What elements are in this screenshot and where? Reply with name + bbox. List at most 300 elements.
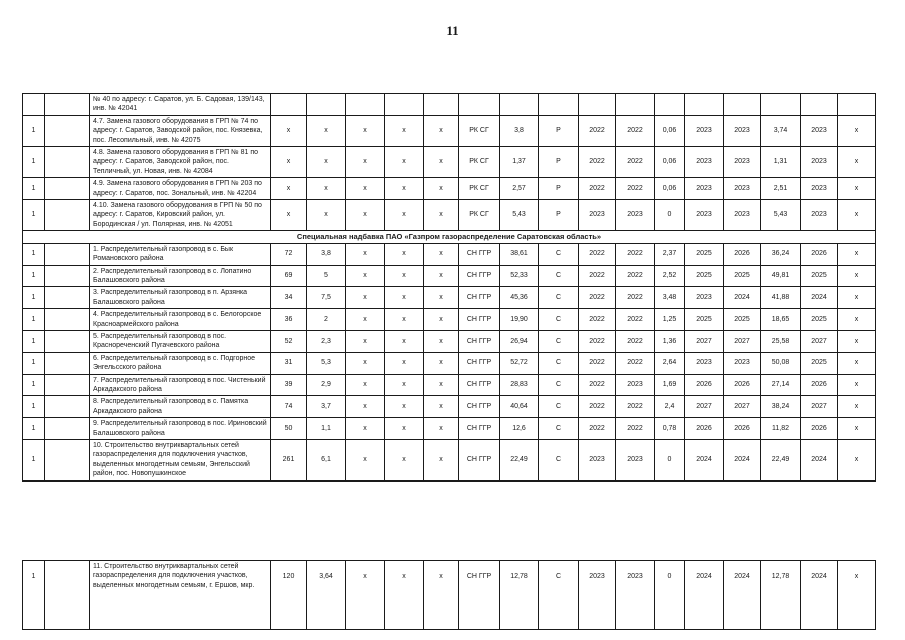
value-cell xyxy=(385,94,424,116)
value-cell: x xyxy=(424,561,459,630)
value-cell: x xyxy=(346,330,385,352)
value-cell: x xyxy=(385,309,424,331)
table-row xyxy=(23,200,876,231)
value-cell: 2 xyxy=(307,309,346,331)
value-cell xyxy=(655,94,685,116)
value-cell: 1 xyxy=(23,374,45,396)
table-row xyxy=(23,330,876,352)
value-cell: 5,3 xyxy=(307,352,346,374)
project-description-cell: 4.7. Замена газового оборудования в ГРП № 74 по адресу: г. Саратов, Заводской район, пос. Князевка, пос. Лесопильный, инв. № 42075 xyxy=(90,115,271,146)
value-cell: 2,37 xyxy=(655,243,685,265)
value-cell: 1 xyxy=(23,287,45,309)
value-cell: 2022 xyxy=(616,330,655,352)
value-cell: 18,65 xyxy=(761,309,801,331)
value-cell: СН ГГР xyxy=(459,374,500,396)
value-cell: Р xyxy=(539,147,579,178)
project-description-cell: 6. Распределительный газопровод в с. Подгорное Энгельсского района xyxy=(90,352,271,374)
value-cell xyxy=(424,94,459,116)
value-cell: 120 xyxy=(271,561,307,630)
value-cell: 0,78 xyxy=(655,418,685,440)
value-cell: x xyxy=(424,147,459,178)
value-cell xyxy=(346,94,385,116)
value-cell: x xyxy=(307,115,346,146)
value-cell: 2026 xyxy=(801,418,838,440)
value-cell: x xyxy=(385,147,424,178)
value-cell: x xyxy=(385,200,424,231)
project-description-cell: 4.8. Замена газового оборудования в ГРП № 81 по адресу: г. Саратов, Заводской район, пос. Тепличный, ул. Новая, инв. № 42084 xyxy=(90,147,271,178)
table-body-top xyxy=(23,94,876,231)
value-cell: x xyxy=(385,287,424,309)
value-cell: 0,06 xyxy=(655,178,685,200)
value-cell: 2025 xyxy=(685,243,724,265)
value-cell: x xyxy=(346,396,385,418)
value-cell: 2022 xyxy=(579,352,616,374)
value-cell: x xyxy=(838,178,876,200)
table-row xyxy=(23,309,876,331)
value-cell: x xyxy=(838,309,876,331)
table-section-header-body xyxy=(23,231,876,243)
value-cell: 2022 xyxy=(579,178,616,200)
value-cell: x xyxy=(385,440,424,481)
value-cell: 2024 xyxy=(724,440,761,481)
value-cell: 1 xyxy=(23,178,45,200)
value-cell: x xyxy=(385,178,424,200)
value-cell: x xyxy=(838,287,876,309)
value-cell: x xyxy=(424,396,459,418)
value-cell: 2,9 xyxy=(307,374,346,396)
value-cell: С xyxy=(539,352,579,374)
value-cell: 2026 xyxy=(685,418,724,440)
value-cell: x xyxy=(424,352,459,374)
value-cell: 2024 xyxy=(801,561,838,630)
value-cell: x xyxy=(346,200,385,231)
value-cell: x xyxy=(307,147,346,178)
value-cell xyxy=(616,94,655,116)
value-cell: 2026 xyxy=(724,418,761,440)
value-cell: СН ГГР xyxy=(459,418,500,440)
value-cell: x xyxy=(385,330,424,352)
value-cell: 2023 xyxy=(724,115,761,146)
value-cell: 36 xyxy=(271,309,307,331)
value-cell xyxy=(45,440,90,481)
value-cell: x xyxy=(424,330,459,352)
value-cell: 5 xyxy=(307,265,346,287)
value-cell: 2024 xyxy=(801,287,838,309)
value-cell: 2024 xyxy=(801,440,838,481)
value-cell: 2022 xyxy=(579,147,616,178)
value-cell: 2023 xyxy=(579,561,616,630)
value-cell: 2022 xyxy=(579,309,616,331)
value-cell: x xyxy=(838,418,876,440)
value-cell: x xyxy=(307,200,346,231)
value-cell xyxy=(307,94,346,116)
value-cell: 1 xyxy=(23,352,45,374)
value-cell: 2022 xyxy=(579,287,616,309)
value-cell: 0 xyxy=(655,561,685,630)
value-cell xyxy=(724,94,761,116)
value-cell: x xyxy=(424,287,459,309)
value-cell: 1 xyxy=(23,200,45,231)
value-cell: 74 xyxy=(271,396,307,418)
value-cell: 1 xyxy=(23,330,45,352)
value-cell: С xyxy=(539,561,579,630)
value-cell xyxy=(45,178,90,200)
value-cell: 2023 xyxy=(724,352,761,374)
value-cell: 40,64 xyxy=(500,396,539,418)
value-cell: x xyxy=(424,418,459,440)
value-cell: x xyxy=(838,330,876,352)
value-cell xyxy=(45,352,90,374)
value-cell: 22,49 xyxy=(761,440,801,481)
value-cell: 1 xyxy=(23,440,45,481)
value-cell: 0,06 xyxy=(655,115,685,146)
value-cell: x xyxy=(838,396,876,418)
value-cell: СН ГГР xyxy=(459,561,500,630)
investment-program-table xyxy=(22,93,876,482)
section-header-row xyxy=(23,231,876,243)
value-cell: x xyxy=(346,374,385,396)
value-cell: 69 xyxy=(271,265,307,287)
value-cell: С xyxy=(539,396,579,418)
value-cell: 3,64 xyxy=(307,561,346,630)
value-cell: Р xyxy=(539,200,579,231)
value-cell: 2023 xyxy=(616,561,655,630)
value-cell: x xyxy=(424,440,459,481)
value-cell: x xyxy=(346,147,385,178)
value-cell: 1,36 xyxy=(655,330,685,352)
value-cell xyxy=(45,243,90,265)
table-row xyxy=(23,178,876,200)
table-row xyxy=(23,243,876,265)
value-cell xyxy=(459,94,500,116)
value-cell: СН ГГР xyxy=(459,287,500,309)
value-cell: 45,36 xyxy=(500,287,539,309)
value-cell: 2022 xyxy=(616,243,655,265)
table-body-section xyxy=(23,243,876,480)
value-cell: 25,58 xyxy=(761,330,801,352)
value-cell: 2022 xyxy=(579,330,616,352)
value-cell: 2022 xyxy=(616,396,655,418)
value-cell: 12,78 xyxy=(500,561,539,630)
value-cell: 2,3 xyxy=(307,330,346,352)
value-cell: 1 xyxy=(23,309,45,331)
value-cell xyxy=(500,94,539,116)
value-cell: СН ГГР xyxy=(459,309,500,331)
value-cell: 3,7 xyxy=(307,396,346,418)
value-cell: x xyxy=(385,396,424,418)
value-cell: 2023 xyxy=(801,178,838,200)
value-cell: СН ГГР xyxy=(459,243,500,265)
value-cell: 49,81 xyxy=(761,265,801,287)
table-row xyxy=(23,374,876,396)
value-cell: x xyxy=(838,115,876,146)
value-cell: x xyxy=(346,352,385,374)
value-cell: 34 xyxy=(271,287,307,309)
project-description-cell: 9. Распределительный газопровод в пос. Ириновский Балашовского района xyxy=(90,418,271,440)
value-cell: 39 xyxy=(271,374,307,396)
project-description-cell: 4.10. Замена газового оборудования в ГРП № 50 по адресу: г. Саратов, Кировский район, ул. Бородинская / ул. Полярная, инв. № 42051 xyxy=(90,200,271,231)
table-row xyxy=(23,440,876,481)
value-cell xyxy=(801,94,838,116)
value-cell: 2023 xyxy=(801,115,838,146)
value-cell: x xyxy=(385,418,424,440)
table-row xyxy=(23,94,876,116)
value-cell: 2023 xyxy=(685,287,724,309)
value-cell: РК СГ xyxy=(459,115,500,146)
investment-program-table-continued xyxy=(22,560,876,630)
value-cell xyxy=(45,200,90,231)
value-cell: 2023 xyxy=(724,147,761,178)
value-cell: 2023 xyxy=(801,200,838,231)
value-cell: x xyxy=(307,178,346,200)
value-cell: 50 xyxy=(271,418,307,440)
value-cell: 2027 xyxy=(801,330,838,352)
value-cell: x xyxy=(385,561,424,630)
value-cell: 2023 xyxy=(685,147,724,178)
value-cell: x xyxy=(385,352,424,374)
project-description-cell: 5. Распределительный газопровод в пос. Краснореченский Пугачевского района xyxy=(90,330,271,352)
value-cell: С xyxy=(539,265,579,287)
value-cell: Р xyxy=(539,115,579,146)
value-cell: 1 xyxy=(23,418,45,440)
value-cell: 2,57 xyxy=(500,178,539,200)
value-cell: 72 xyxy=(271,243,307,265)
value-cell: С xyxy=(539,243,579,265)
value-cell: x xyxy=(838,440,876,481)
value-cell: 2022 xyxy=(579,374,616,396)
value-cell: 2024 xyxy=(724,561,761,630)
project-description-cell: 3. Распределительный газопровод в п. Арзянка Балашовского района xyxy=(90,287,271,309)
value-cell: РК СГ xyxy=(459,178,500,200)
value-cell: x xyxy=(271,200,307,231)
value-cell: 2,4 xyxy=(655,396,685,418)
value-cell: 3,74 xyxy=(761,115,801,146)
value-cell: 2025 xyxy=(724,265,761,287)
value-cell xyxy=(23,94,45,116)
value-cell: 2022 xyxy=(579,115,616,146)
value-cell: СН ГГР xyxy=(459,440,500,481)
value-cell xyxy=(45,330,90,352)
value-cell: 2022 xyxy=(579,418,616,440)
value-cell: x xyxy=(838,374,876,396)
project-description-cell: 7. Распределительный газопровод в пос. Чистенький Аркадакского района xyxy=(90,374,271,396)
value-cell: x xyxy=(385,115,424,146)
value-cell: x xyxy=(346,287,385,309)
value-cell: x xyxy=(424,243,459,265)
value-cell: 2023 xyxy=(685,178,724,200)
value-cell: 2027 xyxy=(801,396,838,418)
value-cell: 2025 xyxy=(685,309,724,331)
value-cell: 12,6 xyxy=(500,418,539,440)
value-cell: x xyxy=(346,265,385,287)
page-number: 11 xyxy=(446,23,459,38)
value-cell: 7,5 xyxy=(307,287,346,309)
value-cell: 5,43 xyxy=(761,200,801,231)
value-cell: СН ГГР xyxy=(459,396,500,418)
project-description-cell: № 40 по адресу: г. Саратов, ул. Б. Садовая, 139/143, инв. № 42041 xyxy=(90,94,271,116)
value-cell: 3,8 xyxy=(500,115,539,146)
value-cell: 2,51 xyxy=(761,178,801,200)
value-cell: 2023 xyxy=(616,374,655,396)
value-cell: 52 xyxy=(271,330,307,352)
value-cell: 0 xyxy=(655,440,685,481)
value-cell: 26,94 xyxy=(500,330,539,352)
value-cell: x xyxy=(838,200,876,231)
value-cell: 2023 xyxy=(579,440,616,481)
value-cell: 12,78 xyxy=(761,561,801,630)
value-cell: 3,8 xyxy=(307,243,346,265)
value-cell: 2,52 xyxy=(655,265,685,287)
value-cell: С xyxy=(539,418,579,440)
value-cell xyxy=(685,94,724,116)
table-body-bottom xyxy=(23,561,876,630)
value-cell: РК СГ xyxy=(459,147,500,178)
value-cell: 2022 xyxy=(616,115,655,146)
value-cell xyxy=(45,265,90,287)
table-row xyxy=(23,352,876,374)
value-cell xyxy=(45,94,90,116)
project-description-cell: 4.9. Замена газового оборудования в ГРП № 203 по адресу: г. Саратов, пос. Зональный, инв. № 42204 xyxy=(90,178,271,200)
value-cell: x xyxy=(346,115,385,146)
value-cell: 2026 xyxy=(685,374,724,396)
value-cell: 2026 xyxy=(801,243,838,265)
project-description-cell: 2. Распределительный газопровод в с. Лопатино Балашовского района xyxy=(90,265,271,287)
value-cell: 50,08 xyxy=(761,352,801,374)
value-cell: x xyxy=(346,309,385,331)
value-cell: С xyxy=(539,287,579,309)
value-cell: 0 xyxy=(655,200,685,231)
value-cell: 1,31 xyxy=(761,147,801,178)
value-cell: x xyxy=(838,147,876,178)
value-cell: 2023 xyxy=(724,200,761,231)
value-cell: 2023 xyxy=(685,115,724,146)
value-cell: x xyxy=(424,374,459,396)
value-cell: x xyxy=(838,265,876,287)
value-cell: 2025 xyxy=(724,309,761,331)
value-cell: 2025 xyxy=(685,265,724,287)
value-cell: 1 xyxy=(23,265,45,287)
value-cell: 1 xyxy=(23,396,45,418)
value-cell: 52,72 xyxy=(500,352,539,374)
value-cell: 2025 xyxy=(801,309,838,331)
value-cell: 5,43 xyxy=(500,200,539,231)
value-cell: 1 xyxy=(23,147,45,178)
value-cell xyxy=(579,94,616,116)
value-cell: 2022 xyxy=(616,265,655,287)
value-cell: 11,82 xyxy=(761,418,801,440)
project-description-cell: 1. Распределительный газопровод в с. Бык Романовского района xyxy=(90,243,271,265)
value-cell: x xyxy=(271,147,307,178)
value-cell: 2024 xyxy=(685,440,724,481)
value-cell: 1,69 xyxy=(655,374,685,396)
value-cell: 41,88 xyxy=(761,287,801,309)
value-cell: С xyxy=(539,440,579,481)
value-cell: 0,06 xyxy=(655,147,685,178)
value-cell: 2027 xyxy=(724,396,761,418)
value-cell xyxy=(45,147,90,178)
value-cell: x xyxy=(385,243,424,265)
value-cell: 2022 xyxy=(616,352,655,374)
value-cell: СН ГГР xyxy=(459,265,500,287)
table-row xyxy=(23,561,876,630)
value-cell: x xyxy=(346,418,385,440)
value-cell xyxy=(45,374,90,396)
value-cell: x xyxy=(838,243,876,265)
value-cell: 2022 xyxy=(616,309,655,331)
value-cell: С xyxy=(539,374,579,396)
value-cell: 2022 xyxy=(579,265,616,287)
value-cell: 3,48 xyxy=(655,287,685,309)
value-cell: 31 xyxy=(271,352,307,374)
value-cell: 2027 xyxy=(685,396,724,418)
value-cell: 2026 xyxy=(724,374,761,396)
value-cell: 2027 xyxy=(685,330,724,352)
value-cell: x xyxy=(424,265,459,287)
value-cell xyxy=(45,287,90,309)
value-cell: 2026 xyxy=(724,243,761,265)
table-row xyxy=(23,418,876,440)
value-cell: 1 xyxy=(23,561,45,630)
value-cell: 2026 xyxy=(801,374,838,396)
value-cell: 2023 xyxy=(616,200,655,231)
value-cell: 261 xyxy=(271,440,307,481)
value-cell: 28,83 xyxy=(500,374,539,396)
value-cell: x xyxy=(838,352,876,374)
value-cell: 2024 xyxy=(685,561,724,630)
value-cell: 2023 xyxy=(801,147,838,178)
value-cell: 36,24 xyxy=(761,243,801,265)
value-cell: 1,25 xyxy=(655,309,685,331)
value-cell: СН ГГР xyxy=(459,330,500,352)
value-cell: x xyxy=(385,265,424,287)
value-cell: 2023 xyxy=(724,178,761,200)
table-row xyxy=(23,287,876,309)
value-cell: С xyxy=(539,330,579,352)
value-cell xyxy=(45,396,90,418)
value-cell: x xyxy=(271,178,307,200)
value-cell: 2022 xyxy=(616,287,655,309)
value-cell: 2027 xyxy=(724,330,761,352)
value-cell: x xyxy=(424,200,459,231)
value-cell xyxy=(539,94,579,116)
value-cell xyxy=(271,94,307,116)
value-cell: x xyxy=(346,561,385,630)
value-cell: 2022 xyxy=(579,243,616,265)
value-cell: 2022 xyxy=(616,418,655,440)
value-cell: 1,1 xyxy=(307,418,346,440)
value-cell: С xyxy=(539,309,579,331)
value-cell: x xyxy=(346,243,385,265)
value-cell: x xyxy=(838,561,876,630)
value-cell: 38,24 xyxy=(761,396,801,418)
value-cell: x xyxy=(424,178,459,200)
value-cell: 1 xyxy=(23,115,45,146)
value-cell: РК СГ xyxy=(459,200,500,231)
value-cell: 2,64 xyxy=(655,352,685,374)
value-cell: 2022 xyxy=(616,147,655,178)
project-description-cell: 8. Распределительный газопровод в с. Памятка Аркадакского района xyxy=(90,396,271,418)
value-cell: 2024 xyxy=(724,287,761,309)
value-cell xyxy=(45,561,90,630)
project-description-cell: 11. Строительство внутриквартальных сетей газораспределения для подключения участков, выделенных многодетным семьям, г. Ершов, мкр. xyxy=(90,561,271,630)
project-description-cell: 4. Распределительный газопровод в с. Белогорское Красноармейского района xyxy=(90,309,271,331)
value-cell: x xyxy=(424,115,459,146)
value-cell: Р xyxy=(539,178,579,200)
project-description-cell: 10. Строительство внутриквартальных сетей газораспределения для подключения участков, выделенных многодетным семьям, Энгельсский район, пос. Новопушкинское xyxy=(90,440,271,481)
value-cell: 19,90 xyxy=(500,309,539,331)
value-cell: 2023 xyxy=(685,352,724,374)
value-cell: 2023 xyxy=(616,440,655,481)
